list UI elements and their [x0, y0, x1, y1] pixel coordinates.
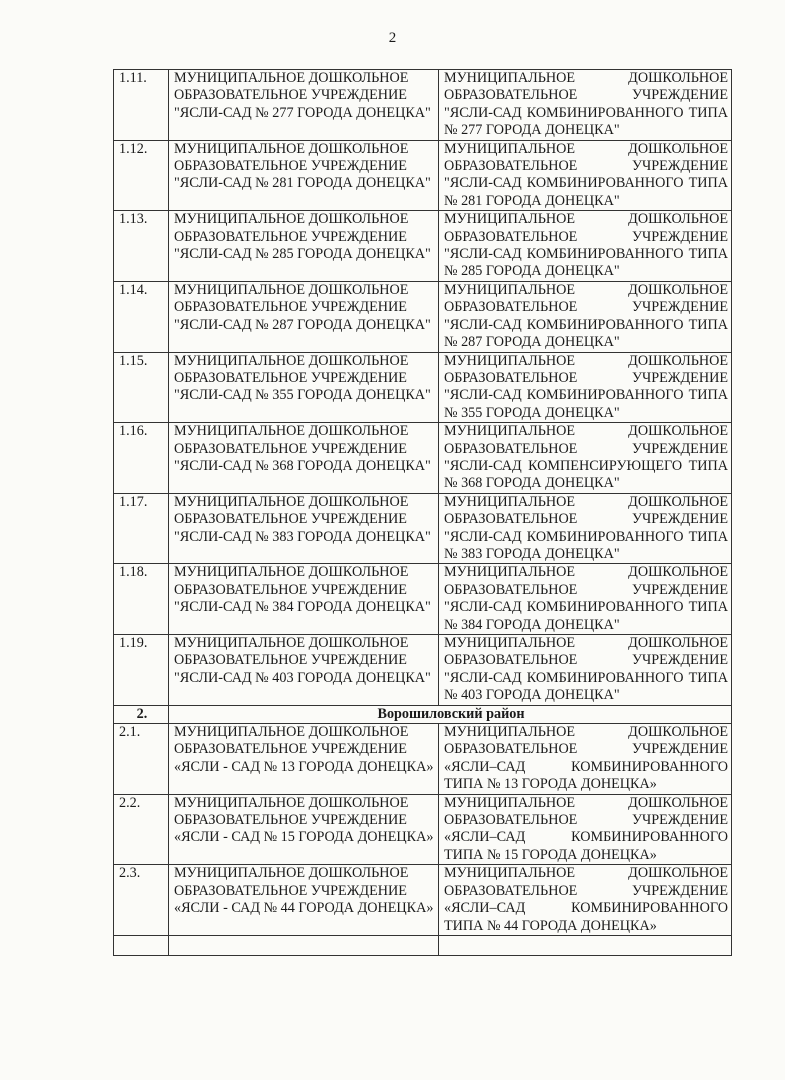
old-name-cell: МУНИЦИПАЛЬНОЕ ДОШКОЛЬНОЕ ОБРАЗОВАТЕЛЬНОЕ УЧРЕЖДЕНИЕ "ЯСЛИ-САД № 287 ГОРОДА ДОНЕЦКА": [169, 281, 439, 352]
old-name-cell: МУНИЦИПАЛЬНОЕ ДОШКОЛЬНОЕ ОБРАЗОВАТЕЛЬНОЕ УЧРЕЖДЕНИЕ "ЯСЛИ-САД № 384 ГОРОДА ДОНЕЦКА": [169, 564, 439, 635]
table-row: [114, 865, 732, 936]
new-name-cell: МУНИЦИПАЛЬНОЕ ДОШКОЛЬНОЕ ОБРАЗОВАТЕЛЬНОЕ УЧРЕЖДЕНИЕ "ЯСЛИ-САД КОМБИНИРОВАННОГО ТИПА № 355 ГОРОДА ДОНЕЦКА": [439, 352, 732, 423]
old-name-cell: МУНИЦИПАЛЬНОЕ ДОШКОЛЬНОЕ ОБРАЗОВАТЕЛЬНОЕ УЧРЕЖДЕНИЕ "ЯСЛИ-САД № 403 ГОРОДА ДОНЕЦКА": [169, 635, 439, 706]
new-name-cell: МУНИЦИПАЛЬНОЕ ДОШКОЛЬНОЕ ОБРАЗОВАТЕЛЬНОЕ УЧРЕЖДЕНИЕ «ЯСЛИ–САД КОМБИНИРОВАННОГО ТИПА № 15 ГОРОДА ДОНЕЦКА»: [439, 794, 732, 865]
table-row: [114, 635, 732, 706]
row-number: 2.2.: [114, 794, 169, 865]
table-row: [114, 211, 732, 282]
table-row: [114, 724, 732, 795]
new-name-cell: МУНИЦИПАЛЬНОЕ ДОШКОЛЬНОЕ ОБРАЗОВАТЕЛЬНОЕ УЧРЕЖДЕНИЕ "ЯСЛИ-САД КОМПЕНСИРУЮЩЕГО ТИПА № 368 ГОРОДА ДОНЕЦКА": [439, 423, 732, 494]
table-bottom-spacer: [114, 935, 732, 955]
row-number: 1.12.: [114, 140, 169, 211]
old-name-cell: МУНИЦИПАЛЬНОЕ ДОШКОЛЬНОЕ ОБРАЗОВАТЕЛЬНОЕ УЧРЕЖДЕНИЕ "ЯСЛИ-САД № 368 ГОРОДА ДОНЕЦКА": [169, 423, 439, 494]
old-name-cell: МУНИЦИПАЛЬНОЕ ДОШКОЛЬНОЕ ОБРАЗОВАТЕЛЬНОЕ УЧРЕЖДЕНИЕ "ЯСЛИ-САД № 285 ГОРОДА ДОНЕЦКА": [169, 211, 439, 282]
row-number: 2.3.: [114, 865, 169, 936]
table-row: [114, 352, 732, 423]
new-name-cell: МУНИЦИПАЛЬНОЕ ДОШКОЛЬНОЕ ОБРАЗОВАТЕЛЬНОЕ УЧРЕЖДЕНИЕ "ЯСЛИ-САД КОМБИНИРОВАННОГО ТИПА № 383 ГОРОДА ДОНЕЦКА": [439, 493, 732, 564]
old-name-cell: МУНИЦИПАЛЬНОЕ ДОШКОЛЬНОЕ ОБРАЗОВАТЕЛЬНОЕ УЧРЕЖДЕНИЕ "ЯСЛИ-САД № 355 ГОРОДА ДОНЕЦКА": [169, 352, 439, 423]
row-number: 1.17.: [114, 493, 169, 564]
old-name-cell: МУНИЦИПАЛЬНОЕ ДОШКОЛЬНОЕ ОБРАЗОВАТЕЛЬНОЕ УЧРЕЖДЕНИЕ "ЯСЛИ-САД № 383 ГОРОДА ДОНЕЦКА": [169, 493, 439, 564]
empty-cell: [169, 935, 439, 955]
new-name-cell: МУНИЦИПАЛЬНОЕ ДОШКОЛЬНОЕ ОБРАЗОВАТЕЛЬНОЕ УЧРЕЖДЕНИЕ "ЯСЛИ-САД КОМБИНИРОВАННОГО ТИПА № 403 ГОРОДА ДОНЕЦКА": [439, 635, 732, 706]
table-row: [114, 423, 732, 494]
institutions-table: [113, 69, 732, 956]
old-name-cell: МУНИЦИПАЛЬНОЕ ДОШКОЛЬНОЕ ОБРАЗОВАТЕЛЬНОЕ УЧРЕЖДЕНИЕ «ЯСЛИ - САД № 15 ГОРОДА ДОНЕЦКА»: [169, 794, 439, 865]
empty-cell: [114, 935, 169, 955]
row-number: 1.11.: [114, 70, 169, 141]
row-number: 1.15.: [114, 352, 169, 423]
new-name-cell: МУНИЦИПАЛЬНОЕ ДОШКОЛЬНОЕ ОБРАЗОВАТЕЛЬНОЕ УЧРЕЖДЕНИЕ «ЯСЛИ–САД КОМБИНИРОВАННОГО ТИПА № 13 ГОРОДА ДОНЕЦКА»: [439, 724, 732, 795]
table-row: [114, 493, 732, 564]
old-name-cell: МУНИЦИПАЛЬНОЕ ДОШКОЛЬНОЕ ОБРАЗОВАТЕЛЬНОЕ УЧРЕЖДЕНИЕ «ЯСЛИ - САД № 44 ГОРОДА ДОНЕЦКА»: [169, 865, 439, 936]
empty-cell: [439, 935, 732, 955]
table-row: [114, 281, 732, 352]
table-row: [114, 140, 732, 211]
new-name-cell: МУНИЦИПАЛЬНОЕ ДОШКОЛЬНОЕ ОБРАЗОВАТЕЛЬНОЕ УЧРЕЖДЕНИЕ "ЯСЛИ-САД КОМБИНИРОВАННОГО ТИПА № 281 ГОРОДА ДОНЕЦКА": [439, 140, 732, 211]
new-name-cell: МУНИЦИПАЛЬНОЕ ДОШКОЛЬНОЕ ОБРАЗОВАТЕЛЬНОЕ УЧРЕЖДЕНИЕ "ЯСЛИ-САД КОМБИНИРОВАННОГО ТИПА № 384 ГОРОДА ДОНЕЦКА": [439, 564, 732, 635]
old-name-cell: МУНИЦИПАЛЬНОЕ ДОШКОЛЬНОЕ ОБРАЗОВАТЕЛЬНОЕ УЧРЕЖДЕНИЕ "ЯСЛИ-САД № 277 ГОРОДА ДОНЕЦКА": [169, 70, 439, 141]
page-number: 2: [388, 30, 397, 46]
row-number: 1.13.: [114, 211, 169, 282]
old-name-cell: МУНИЦИПАЛЬНОЕ ДОШКОЛЬНОЕ ОБРАЗОВАТЕЛЬНОЕ УЧРЕЖДЕНИЕ «ЯСЛИ - САД № 13 ГОРОДА ДОНЕЦКА»: [169, 724, 439, 795]
table-row: [114, 794, 732, 865]
new-name-cell: МУНИЦИПАЛЬНОЕ ДОШКОЛЬНОЕ ОБРАЗОВАТЕЛЬНОЕ УЧРЕЖДЕНИЕ "ЯСЛИ-САД КОМБИНИРОВАННОГО ТИПА № 285 ГОРОДА ДОНЕЦКА": [439, 211, 732, 282]
row-number: 1.18.: [114, 564, 169, 635]
table-row: [114, 564, 732, 635]
row-number: 2.1.: [114, 724, 169, 795]
new-name-cell: МУНИЦИПАЛЬНОЕ ДОШКОЛЬНОЕ ОБРАЗОВАТЕЛЬНОЕ УЧРЕЖДЕНИЕ "ЯСЛИ-САД КОМБИНИРОВАННОГО ТИПА № 277 ГОРОДА ДОНЕЦКА": [439, 70, 732, 141]
district-title: Ворошиловский район: [169, 705, 732, 723]
row-number: 1.14.: [114, 281, 169, 352]
new-name-cell: МУНИЦИПАЛЬНОЕ ДОШКОЛЬНОЕ ОБРАЗОВАТЕЛЬНОЕ УЧРЕЖДЕНИЕ «ЯСЛИ–САД КОМБИНИРОВАННОГО ТИПА № 44 ГОРОДА ДОНЕЦКА»: [439, 865, 732, 936]
section-header-row: [114, 705, 732, 723]
new-name-cell: МУНИЦИПАЛЬНОЕ ДОШКОЛЬНОЕ ОБРАЗОВАТЕЛЬНОЕ УЧРЕЖДЕНИЕ "ЯСЛИ-САД КОМБИНИРОВАННОГО ТИПА № 287 ГОРОДА ДОНЕЦКА": [439, 281, 732, 352]
row-number: 1.19.: [114, 635, 169, 706]
old-name-cell: МУНИЦИПАЛЬНОЕ ДОШКОЛЬНОЕ ОБРАЗОВАТЕЛЬНОЕ УЧРЕЖДЕНИЕ "ЯСЛИ-САД № 281 ГОРОДА ДОНЕЦКА": [169, 140, 439, 211]
table-row: [114, 70, 732, 141]
section-number: 2.: [114, 705, 169, 723]
row-number: 1.16.: [114, 423, 169, 494]
